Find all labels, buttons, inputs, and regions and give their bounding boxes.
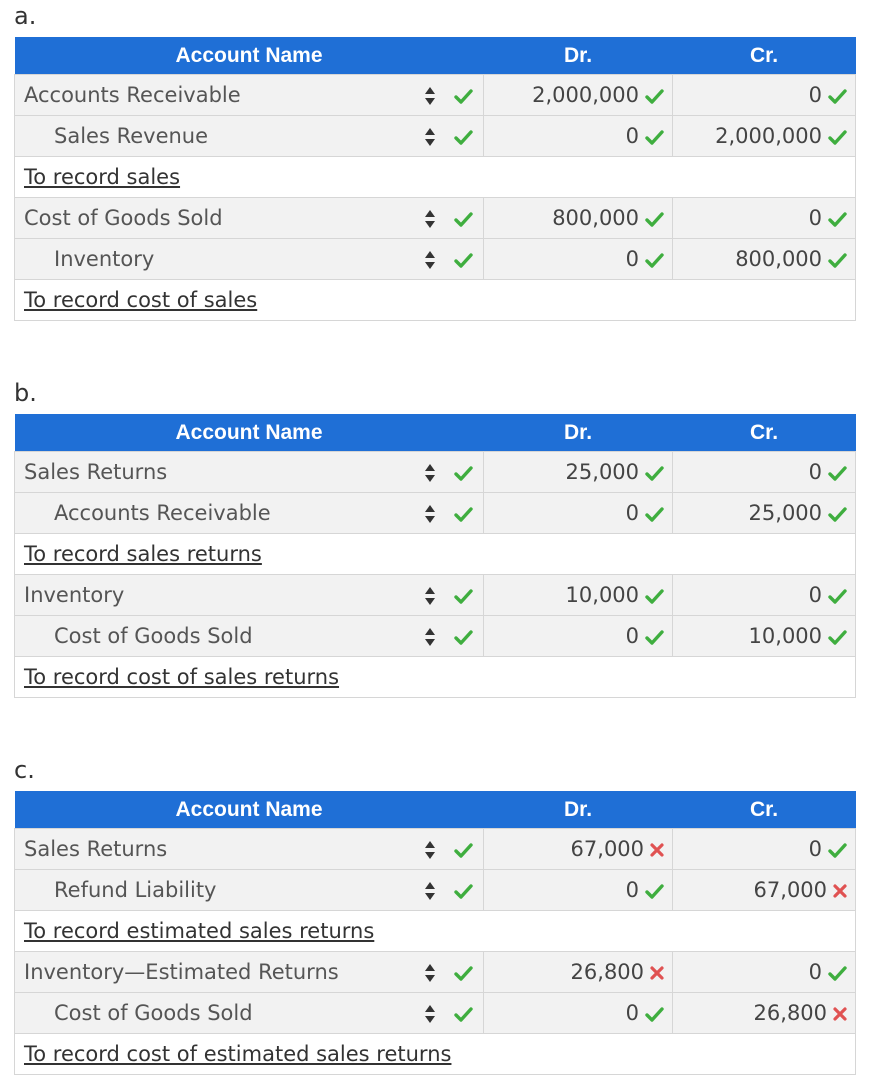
entry-description (15, 157, 856, 198)
debit-input[interactable] (484, 75, 673, 116)
account-select[interactable] (15, 239, 415, 280)
account-check (445, 993, 484, 1034)
account-check (445, 616, 484, 657)
credit-input[interactable] (673, 493, 856, 534)
correct-check-icon (454, 212, 473, 227)
account-check (445, 829, 484, 870)
debit-input[interactable] (484, 493, 673, 534)
account-dropdown-toggle[interactable] (415, 452, 445, 493)
note-row (15, 534, 856, 575)
journal-row (15, 575, 856, 616)
correct-check-icon (828, 507, 847, 522)
entry-description (15, 1034, 856, 1075)
journal-table (14, 37, 856, 321)
credit-input[interactable] (673, 239, 856, 280)
sort-updown-icon[interactable] (424, 209, 436, 229)
account-name: Accounts Receivable (24, 83, 241, 107)
account-name: Cost of Goods Sold (54, 1001, 253, 1025)
incorrect-cross-icon (650, 843, 664, 857)
account-name-header: Account Name (15, 37, 484, 75)
credit-amount: 0 (808, 460, 823, 484)
sort-updown-icon[interactable] (424, 840, 436, 860)
account-name: Sales Returns (24, 460, 168, 484)
section-label: c. (14, 756, 35, 784)
header-row (15, 414, 856, 452)
journal-row (15, 993, 856, 1034)
credit-input[interactable] (673, 198, 856, 239)
account-select[interactable] (15, 952, 415, 993)
journal-row (15, 493, 856, 534)
credit-input[interactable] (673, 829, 856, 870)
account-name: Refund Liability (54, 878, 217, 902)
debit-input[interactable] (484, 616, 673, 657)
account-dropdown-toggle[interactable] (415, 239, 445, 280)
account-dropdown-toggle[interactable] (415, 829, 445, 870)
account-check (445, 198, 484, 239)
debit-amount: 10,000 (565, 583, 640, 607)
debit-amount: 0 (625, 878, 640, 902)
account-name-header: Account Name (15, 791, 484, 829)
credit-amount: 800,000 (735, 247, 823, 271)
journal-row (15, 952, 856, 993)
credit-input[interactable] (673, 993, 856, 1034)
correct-check-icon (645, 130, 664, 145)
correct-check-icon (645, 630, 664, 645)
credit-input[interactable] (673, 952, 856, 993)
account-check (445, 75, 484, 116)
correct-check-icon (828, 89, 847, 104)
debit-input[interactable] (484, 239, 673, 280)
incorrect-cross-icon (833, 1007, 847, 1021)
correct-check-icon (645, 884, 664, 899)
credit-input[interactable] (673, 616, 856, 657)
journal-row (15, 239, 856, 280)
entry-description-link[interactable]: To record cost of sales (24, 288, 258, 312)
sort-updown-icon[interactable] (424, 627, 436, 647)
correct-check-icon (454, 1007, 473, 1022)
credit-input[interactable] (673, 75, 856, 116)
credit-header: Cr. (673, 414, 856, 452)
journal-row (15, 452, 856, 493)
correct-check-icon (828, 466, 847, 481)
debit-input[interactable] (484, 993, 673, 1034)
entry-description (15, 534, 856, 575)
account-dropdown-toggle[interactable] (415, 493, 445, 534)
account-dropdown-toggle[interactable] (415, 616, 445, 657)
account-name: Cost of Goods Sold (54, 624, 253, 648)
entry-description (15, 911, 856, 952)
sort-updown-icon[interactable] (424, 1004, 436, 1024)
correct-check-icon (828, 630, 847, 645)
incorrect-cross-icon (650, 966, 664, 980)
journal-table (14, 414, 856, 698)
account-name: Cost of Goods Sold (24, 206, 223, 230)
credit-header: Cr. (673, 791, 856, 829)
sort-updown-icon[interactable] (424, 504, 436, 524)
debit-amount: 25,000 (565, 460, 640, 484)
debit-input[interactable] (484, 116, 673, 157)
credit-input[interactable] (673, 575, 856, 616)
debit-amount: 0 (625, 124, 640, 148)
sort-updown-icon[interactable] (424, 963, 436, 983)
entry-description-link[interactable]: To record cost of sales returns (24, 665, 340, 689)
account-name: Inventory (54, 247, 155, 271)
credit-amount: 10,000 (748, 624, 823, 648)
correct-check-icon (645, 253, 664, 268)
journal-row (15, 829, 856, 870)
account-select[interactable] (15, 452, 415, 493)
sort-updown-icon[interactable] (424, 86, 436, 106)
journal-row (15, 616, 856, 657)
account-dropdown-toggle[interactable] (415, 116, 445, 157)
account-name: Sales Returns (24, 837, 168, 861)
correct-check-icon (454, 89, 473, 104)
entry-description-link[interactable]: To record cost of estimated sales returns (24, 1042, 452, 1066)
credit-amount: 0 (808, 960, 823, 984)
account-dropdown-toggle[interactable] (415, 75, 445, 116)
note-row (15, 657, 856, 698)
journal-row (15, 116, 856, 157)
credit-amount: 67,000 (753, 878, 828, 902)
correct-check-icon (454, 507, 473, 522)
credit-amount: 26,800 (753, 1001, 828, 1025)
debit-amount: 67,000 (570, 837, 645, 861)
debit-input[interactable] (484, 198, 673, 239)
debit-header: Dr. (484, 414, 673, 452)
debit-input[interactable] (484, 829, 673, 870)
account-select[interactable] (15, 75, 415, 116)
entry-description-link[interactable]: To record estimated sales returns (24, 919, 375, 943)
account-name: Inventory—Estimated Returns (24, 960, 339, 984)
account-dropdown-toggle[interactable] (415, 870, 445, 911)
account-check (445, 870, 484, 911)
account-select[interactable] (15, 116, 415, 157)
debit-amount: 0 (625, 247, 640, 271)
debit-amount: 2,000,000 (532, 83, 640, 107)
correct-check-icon (454, 130, 473, 145)
credit-input[interactable] (673, 452, 856, 493)
section-label: b. (14, 379, 37, 407)
correct-check-icon (454, 630, 473, 645)
debit-input[interactable] (484, 452, 673, 493)
note-row (15, 1034, 856, 1075)
section-label: a. (14, 2, 37, 30)
note-row (15, 280, 856, 321)
correct-check-icon (454, 966, 473, 981)
account-check (445, 575, 484, 616)
sort-updown-icon[interactable] (424, 127, 436, 147)
account-select[interactable] (15, 870, 415, 911)
header-row (15, 791, 856, 829)
debit-amount: 0 (625, 1001, 640, 1025)
entry-description-link[interactable]: To record sales (24, 165, 181, 189)
journal-row (15, 870, 856, 911)
note-row (15, 157, 856, 198)
correct-check-icon (828, 843, 847, 858)
journal-row (15, 75, 856, 116)
sort-updown-icon[interactable] (424, 586, 436, 606)
correct-check-icon (454, 253, 473, 268)
sort-updown-icon[interactable] (424, 250, 436, 270)
credit-amount: 25,000 (748, 501, 823, 525)
account-select[interactable] (15, 993, 415, 1034)
account-dropdown-toggle[interactable] (415, 198, 445, 239)
account-dropdown-toggle[interactable] (415, 952, 445, 993)
correct-check-icon (645, 466, 664, 481)
account-name-header: Account Name (15, 414, 484, 452)
sort-updown-icon[interactable] (424, 463, 436, 483)
debit-amount: 0 (625, 624, 640, 648)
entry-description (15, 657, 856, 698)
note-row (15, 911, 856, 952)
correct-check-icon (828, 589, 847, 604)
credit-input[interactable] (673, 116, 856, 157)
debit-input[interactable] (484, 575, 673, 616)
credit-input[interactable] (673, 870, 856, 911)
entry-description-link[interactable]: To record sales returns (24, 542, 262, 566)
correct-check-icon (828, 212, 847, 227)
credit-amount: 0 (808, 583, 823, 607)
journal-row (15, 198, 856, 239)
debit-input[interactable] (484, 870, 673, 911)
account-select[interactable] (15, 575, 415, 616)
account-select[interactable] (15, 198, 415, 239)
correct-check-icon (454, 843, 473, 858)
account-check (445, 239, 484, 280)
debit-header: Dr. (484, 37, 673, 75)
correct-check-icon (828, 966, 847, 981)
account-select[interactable] (15, 616, 415, 657)
account-dropdown-toggle[interactable] (415, 575, 445, 616)
account-select[interactable] (15, 829, 415, 870)
correct-check-icon (454, 589, 473, 604)
correct-check-icon (454, 884, 473, 899)
credit-amount: 0 (808, 837, 823, 861)
account-dropdown-toggle[interactable] (415, 993, 445, 1034)
account-check (445, 452, 484, 493)
correct-check-icon (454, 466, 473, 481)
account-name: Sales Revenue (54, 124, 209, 148)
debit-amount: 26,800 (570, 960, 645, 984)
correct-check-icon (645, 89, 664, 104)
correct-check-icon (828, 130, 847, 145)
correct-check-icon (645, 212, 664, 227)
debit-header: Dr. (484, 791, 673, 829)
sort-updown-icon[interactable] (424, 881, 436, 901)
debit-amount: 0 (625, 501, 640, 525)
correct-check-icon (828, 253, 847, 268)
correct-check-icon (645, 507, 664, 522)
account-check (445, 116, 484, 157)
header-row (15, 37, 856, 75)
credit-amount: 0 (808, 83, 823, 107)
correct-check-icon (645, 1007, 664, 1022)
correct-check-icon (645, 589, 664, 604)
credit-amount: 2,000,000 (715, 124, 823, 148)
account-select[interactable] (15, 493, 415, 534)
credit-amount: 0 (808, 206, 823, 230)
credit-header: Cr. (673, 37, 856, 75)
journal-table (14, 791, 856, 1075)
account-check (445, 493, 484, 534)
account-name: Inventory (24, 583, 125, 607)
account-name: Accounts Receivable (54, 501, 271, 525)
debit-input[interactable] (484, 952, 673, 993)
incorrect-cross-icon (833, 884, 847, 898)
account-check (445, 952, 484, 993)
debit-amount: 800,000 (552, 206, 640, 230)
entry-description (15, 280, 856, 321)
